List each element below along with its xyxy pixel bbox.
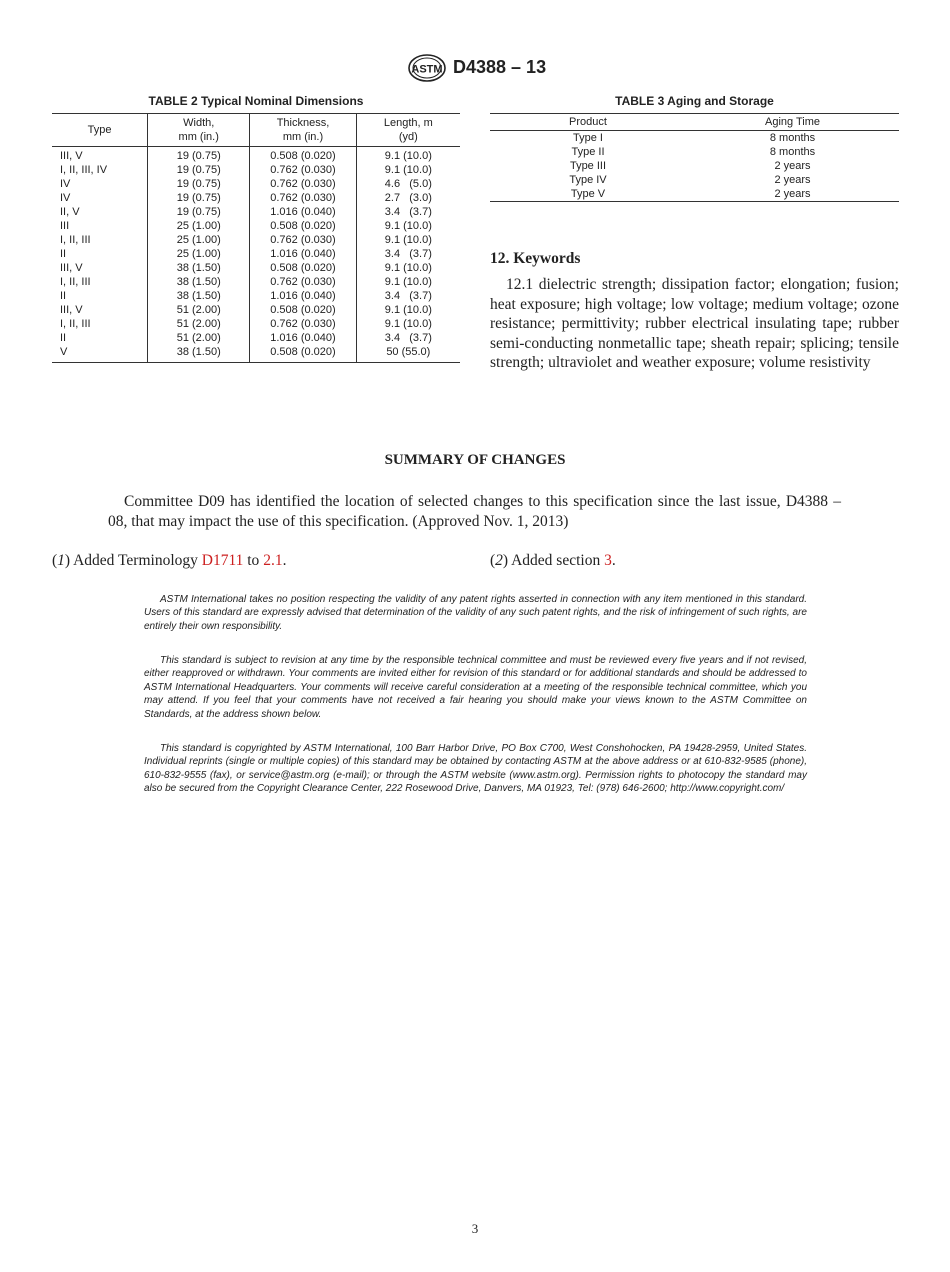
table2-cell: I, II, III (60, 318, 91, 330)
table2-cell: 51 (2.00) (148, 331, 250, 345)
table2-cell: 0.762 (0.030) (250, 233, 356, 247)
table2-cell: 19 (0.75) (148, 177, 250, 191)
table2-cell: 0.508 (0.020) (250, 219, 356, 233)
table3-row (490, 173, 899, 187)
table2-cell: 0.762 (0.030) (250, 275, 356, 289)
table2-cell: 0.508 (0.020) (250, 261, 356, 275)
change-item-2: (2) Added section 3. (490, 552, 616, 569)
table2-cell: 25 (1.00) (148, 233, 250, 247)
table2-row (52, 331, 460, 345)
table2-header-thickness: Thickness, mm (in.) (250, 114, 356, 147)
table2-row (52, 303, 460, 317)
table2-cell: 1.016 (0.040) (250, 247, 356, 261)
table2-cell: 2.7 (3.0) (356, 191, 460, 205)
table2-caption: TABLE 2 Typical Nominal Dimensions (148, 94, 364, 108)
revision-notice: This standard is subject to revision at any time by the responsible technical committee and must be reviewed every five years and if not revised, either reapproved or withdrawn. Your comments are invited either for revision of this standard or for additional standards and should be addressed to ASTM International Headquarters. Your comments will receive careful consideration at a meeting of the responsible technical committee, which you may attend. If you feel that your comments have not received a fair hearing you should make your views known to the ASTM Committee on Standards, at the address shown below. (144, 655, 807, 720)
page-header (0, 54, 950, 84)
table2-cell: 3.4 (3.7) (356, 205, 460, 219)
table2-cell: 19 (0.75) (148, 205, 250, 219)
table2-cell: 9.1 (10.0) (356, 261, 460, 275)
table2-cell: 0.762 (0.030) (250, 191, 356, 205)
table3-row (490, 145, 899, 159)
table3-cell: 2 years (774, 160, 811, 172)
table2-row (52, 219, 460, 233)
table2-row (52, 317, 460, 331)
table2-cell: 38 (1.50) (148, 261, 250, 275)
table2-cell: 3.4 (3.7) (356, 289, 460, 303)
table2-header-type: Type (52, 114, 148, 147)
copyright-notice: This standard is copyrighted by ASTM International, 100 Barr Harbor Drive, PO Box C700, West Conshohocken, PA 19428-2959, United States. Individual reprints (single or multiple copies) of this standard may be obtained by contacting ASTM at the above address or at 610-832-9585 (phone), 610-832-9555 (fax), or service@astm.org (e-mail); or through the ASTM website (www.astm.org). Permission rights to photocopy the standard may also be secured from the Copyright Clearance Center, 222 Rosewood Drive, Danvers, MA 01923, Tel: (978) 646-2600; http://www.copyright.com/ (144, 743, 807, 795)
table2-cell: 9.1 (10.0) (356, 233, 460, 247)
document-designation: D4388 – 13 (453, 57, 547, 77)
table2-cell: 1.016 (0.040) (250, 331, 356, 345)
table2-cell: 3.4 (3.7) (356, 331, 460, 345)
table2-cell: I, II, III, IV (60, 164, 108, 176)
table2-cell: 19 (0.75) (148, 147, 250, 164)
table2-row (52, 261, 460, 275)
page-number: 3 (471, 1221, 479, 1236)
table3-cell: 2 years (774, 174, 811, 186)
keywords-paragraph: 12.1 dielectric strength; dissipation factor; elongation; fusion; heat exposure; high voltage; low voltage; medium voltage; ozone resistance; permittivity; rubber electrical insulating tape; rubber semi-conducting nonmetallic tape; sheath repair; splicing; tensile strength; ultraviolet and weather exposure; volume resistivity (490, 276, 899, 371)
table3-cell: Type V (570, 188, 606, 200)
table2-row (52, 289, 460, 303)
table3-cell: Type III (569, 160, 607, 172)
table2-cell: 1.016 (0.040) (250, 205, 356, 219)
table3-cell: 8 months (769, 132, 816, 144)
table2-cell: I, II, III (60, 234, 91, 246)
table2-cell: 0.762 (0.030) (250, 163, 356, 177)
summary-heading: SUMMARY OF CHANGES (384, 452, 566, 468)
table3-row (490, 159, 899, 173)
table2-cell: 0.762 (0.030) (250, 317, 356, 331)
table3-row (490, 131, 899, 146)
table3-header-aging-time: Aging Time (686, 114, 899, 131)
table3-cell: Type I (573, 132, 603, 144)
link-section-3[interactable]: 3 (604, 552, 612, 569)
table2-cell: IV (60, 178, 71, 190)
table2-cell: V (52, 345, 148, 363)
table2-cell: 9.1 (10.0) (356, 303, 460, 317)
table2-cell: III, V (60, 304, 83, 316)
table3-header-product: Product (490, 114, 686, 131)
table2-cell: 0.762 (0.030) (250, 177, 356, 191)
table2-cell: I, II, III (60, 276, 91, 288)
table3-cell: Type II (571, 146, 605, 158)
table2-cell: II (60, 332, 67, 344)
table2-cell: 3.4 (3.7) (356, 247, 460, 261)
table2-row (52, 177, 460, 191)
keywords-heading: 12. Keywords (490, 250, 581, 267)
table2-row (52, 247, 460, 261)
table3-cell: Type IV (569, 174, 607, 186)
table2-header-length: Length, m (yd) (356, 114, 460, 147)
table-typical-nominal-dimensions (52, 113, 460, 363)
table3-row (490, 187, 899, 201)
table2-cell: II (60, 248, 67, 260)
table2-row (52, 191, 460, 205)
table2-row (52, 147, 460, 164)
table2-cell: 25 (1.00) (148, 247, 250, 261)
table2-row (52, 205, 460, 219)
link-section-2-1[interactable]: 2.1 (263, 552, 283, 569)
table2-cell: III, V (60, 150, 83, 162)
link-d1711[interactable]: D1711 (201, 552, 244, 569)
table3-cell: 2 years (774, 188, 811, 200)
table3-bottom-rule (490, 201, 899, 202)
astm-logo-icon (408, 54, 446, 82)
table2-cell: 9.1 (10.0) (356, 147, 460, 164)
patent-notice: ASTM International takes no position respecting the validity of any patent rights asserted in connection with any item mentioned in this standard. Users of this standard are expressly advised that determination of the validity of any such patent rights, and the risk of infringement of such rights, are entirely their own responsibility. (144, 594, 807, 632)
table3-cell: 8 months (769, 146, 816, 158)
table2-cell: 38 (1.50) (148, 345, 250, 363)
summary-paragraph: Committee D09 has identified the location of selected changes to this specification since the last issue, D4388 – 08, that may impact the use of this specification. (Approved Nov. 1, 2013) (108, 493, 841, 530)
table2-cell: 19 (0.75) (148, 163, 250, 177)
table2-cell: IV (60, 192, 71, 204)
table2-header-width: Width, mm (in.) (148, 114, 250, 147)
table3-caption: TABLE 3 Aging and Storage (615, 94, 774, 108)
table2-cell: 25 (1.00) (148, 219, 250, 233)
table2-cell: III (60, 220, 70, 232)
table2-row (52, 233, 460, 247)
table2-cell: 4.6 (5.0) (356, 177, 460, 191)
table2-cell: 19 (0.75) (148, 191, 250, 205)
table2-cell: 51 (2.00) (148, 303, 250, 317)
table2-cell: 50 (55.0) (356, 345, 460, 363)
table2-cell: 0.508 (0.020) (250, 303, 356, 317)
logo-text: ASTM (411, 63, 443, 76)
table2-cell: 9.1 (10.0) (356, 219, 460, 233)
table2-cell: 0.508 (0.020) (250, 345, 356, 363)
table2-cell: 1.016 (0.040) (250, 289, 356, 303)
table2-cell: 0.508 (0.020) (250, 147, 356, 164)
table2-cell: II (60, 290, 67, 302)
table2-cell: II, V (60, 206, 80, 218)
table2-cell: 9.1 (10.0) (356, 317, 460, 331)
change-item-1: (1) Added Terminology D1711 to 2.1. (52, 552, 287, 569)
table-aging-and-storage (490, 113, 899, 201)
table2-row (52, 163, 460, 177)
table2-cell: 38 (1.50) (148, 275, 250, 289)
table2-cell: 38 (1.50) (148, 289, 250, 303)
table2-row (52, 345, 460, 363)
table2-cell: 9.1 (10.0) (356, 275, 460, 289)
table2-cell: 9.1 (10.0) (356, 163, 460, 177)
table2-cell: III, V (60, 262, 83, 274)
table2-cell: 51 (2.00) (148, 317, 250, 331)
table2-row (52, 275, 460, 289)
